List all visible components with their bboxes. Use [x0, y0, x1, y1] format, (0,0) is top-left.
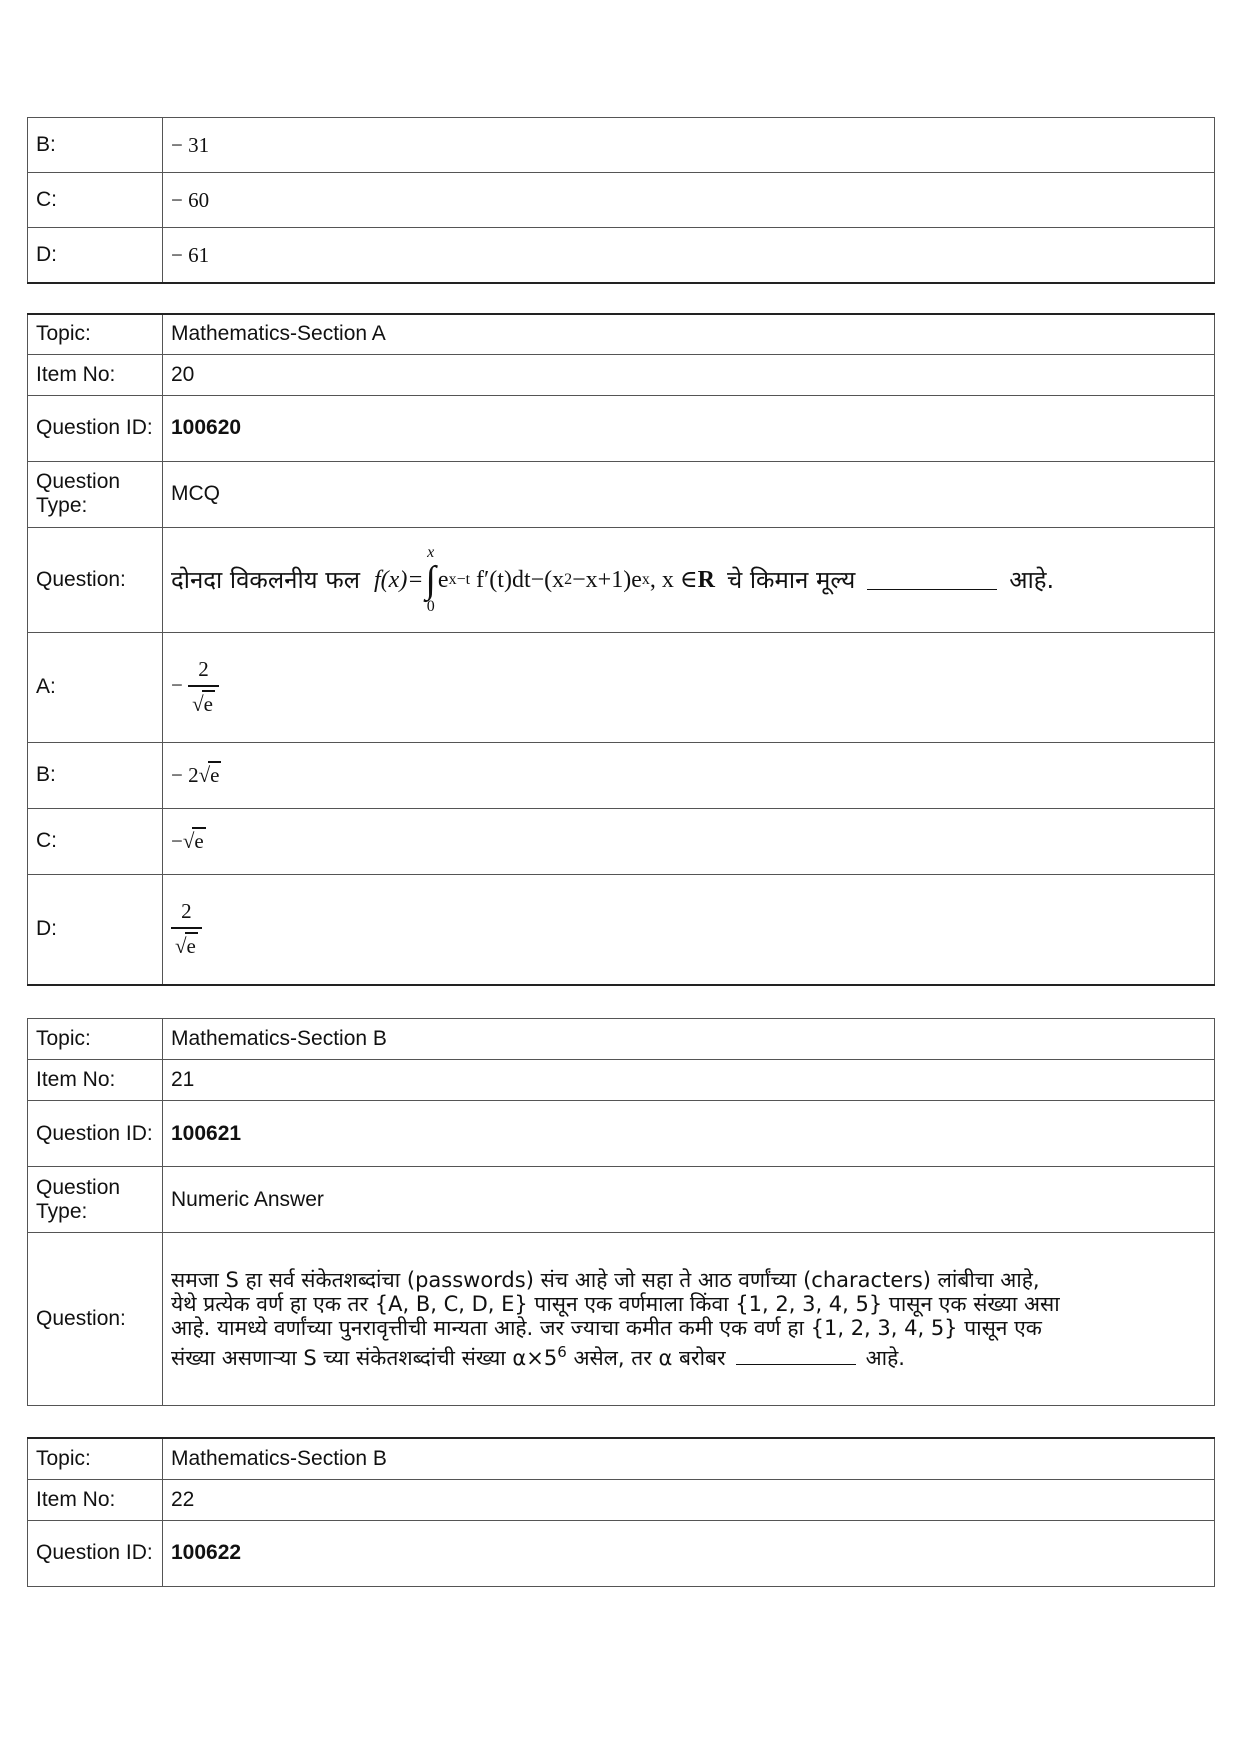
- option-row-c: [28, 173, 1215, 228]
- question-line-part: संख्या असणाऱ्या S च्या संकेतशब्दांची संख्या α×5: [171, 1346, 558, 1370]
- question-row: [28, 527, 1215, 632]
- item-row: [28, 1060, 1215, 1101]
- option-value: [163, 808, 1215, 874]
- answer-blank: [867, 569, 997, 590]
- topic-value: Mathematics-Section B: [163, 1438, 1215, 1479]
- question-id-value: 100621: [163, 1101, 1215, 1167]
- question-text-part: चे किमान मूल्य: [726, 565, 856, 594]
- question-id-row: [28, 1520, 1215, 1586]
- integral-sign: x ∫ 0: [425, 543, 436, 615]
- question-id-label: Question ID:: [28, 395, 163, 461]
- root-symbol: √: [182, 829, 195, 853]
- question-type-label: Question Type:: [28, 461, 163, 527]
- topic-value: Mathematics-Section B: [163, 1019, 1215, 1060]
- option-row-d: [28, 228, 1215, 283]
- fraction: [171, 895, 202, 963]
- option-value: − 61: [163, 228, 1215, 283]
- radicand: e: [210, 763, 220, 787]
- question-line: आहे. यामध्ये वर्णांच्या पुनरावृत्तीची मान्यता आहे. जर ज्याचा कमीत कमी एक वर्ण हा {1, 2, 3, 4, 5} पासून एक: [171, 1316, 1042, 1340]
- question-id-label: Question ID:: [28, 1101, 163, 1167]
- integrand-exponent: x−t: [448, 570, 471, 588]
- integral-upper-limit: x: [427, 543, 435, 561]
- root-symbol: √: [175, 934, 187, 959]
- option-row-d: [28, 874, 1215, 985]
- formula-lhs: f(x)=: [374, 566, 424, 593]
- question-line: येथे प्रत्येक वर्ण हा एक तर {A, B, C, D, E} पासून एक वर्णमाला किंवा {1, 2, 3, 4, 5} पासून एक संख्या असा: [171, 1292, 1060, 1316]
- formula-tail-exponent: x: [641, 570, 650, 588]
- question-type-row: [28, 1167, 1215, 1233]
- previous-question-options: [27, 117, 1215, 284]
- exponent: 6: [557, 1343, 567, 1361]
- option-c-prefix: −: [171, 829, 183, 853]
- item-label: Item No:: [28, 1479, 163, 1520]
- answer-blank: [736, 1346, 856, 1365]
- integral-lower-limit: 0: [426, 597, 435, 615]
- formula-tail: −x+1)e: [572, 566, 642, 593]
- option-b-prefix: − 2: [171, 763, 199, 787]
- formula-middle: f′(t)dt−(x: [476, 566, 565, 593]
- question-text: [163, 1233, 1215, 1406]
- topic-value: Mathematics-Section A: [163, 314, 1215, 354]
- item-row: [28, 354, 1215, 395]
- formula-domain-set: R: [697, 566, 715, 593]
- question-type-label: Question Type:: [28, 1167, 163, 1233]
- question-type-row: [28, 461, 1215, 527]
- question-row: [28, 1233, 1215, 1406]
- question-line: समजा S हा सर्व संकेतशब्दांचा (passwords) संच आहे जो सहा ते आठ वर्णांच्या (characters) लांबीचा आहे,: [171, 1268, 1040, 1292]
- item-value: 21: [163, 1060, 1215, 1101]
- item-label: Item No:: [28, 354, 163, 395]
- question-type-value: Numeric Answer: [163, 1167, 1215, 1233]
- option-row-b: [28, 118, 1215, 173]
- question-id-row: [28, 395, 1215, 461]
- formula-square: 2: [564, 570, 573, 588]
- option-label: D:: [28, 228, 163, 283]
- question-label: Question:: [28, 1233, 163, 1406]
- option-label: B:: [28, 742, 163, 808]
- option-value: − 31: [163, 118, 1215, 173]
- topic-row: [28, 314, 1215, 354]
- item-value: 22: [163, 1479, 1215, 1520]
- question-text-part: आहे.: [1009, 565, 1055, 594]
- question-line-part: असेल, तर α बरोबर: [566, 1346, 726, 1370]
- question-type-value: MCQ: [163, 461, 1215, 527]
- question-block-20: [27, 313, 1215, 986]
- topic-label: Topic:: [28, 314, 163, 354]
- item-value: 20: [163, 354, 1215, 395]
- option-label: A:: [28, 632, 163, 742]
- fraction-numerator: 2: [181, 899, 192, 924]
- question-id-row: [28, 1101, 1215, 1167]
- formula-domain: , x ∈: [649, 566, 698, 593]
- option-value: [163, 874, 1215, 985]
- fraction: [188, 653, 219, 721]
- question-id-value: 100620: [163, 395, 1215, 461]
- question-id-label: Question ID:: [28, 1520, 163, 1586]
- option-label: D:: [28, 874, 163, 985]
- option-label: B:: [28, 118, 163, 173]
- question-text: [163, 527, 1215, 632]
- question-label: Question:: [28, 527, 163, 632]
- item-row: [28, 1479, 1215, 1520]
- radicand: e: [186, 934, 196, 959]
- topic-row: [28, 1019, 1215, 1060]
- item-label: Item No:: [28, 1060, 163, 1101]
- option-row-a: [28, 632, 1215, 742]
- question-text-part: दोनदा विकलनीय फल: [171, 565, 360, 594]
- topic-row: [28, 1438, 1215, 1479]
- option-label: C:: [28, 808, 163, 874]
- integrand-base: e: [437, 566, 449, 593]
- question-block-22: [27, 1437, 1215, 1587]
- option-value: − 60: [163, 173, 1215, 228]
- root-symbol: √: [192, 692, 204, 716]
- question-line: [171, 1340, 1206, 1370]
- option-value: [163, 742, 1215, 808]
- radicand: e: [203, 692, 213, 716]
- question-line-part: आहे.: [865, 1346, 905, 1370]
- option-a-sign: −: [171, 672, 183, 697]
- fraction-numerator: 2: [198, 657, 209, 681]
- topic-label: Topic:: [28, 1438, 163, 1479]
- question-id-value: 100622: [163, 1520, 1215, 1586]
- root-symbol: √: [198, 763, 211, 787]
- option-row-b: [28, 742, 1215, 808]
- option-row-c: [28, 808, 1215, 874]
- option-value: [163, 632, 1215, 742]
- option-label: C:: [28, 173, 163, 228]
- topic-label: Topic:: [28, 1019, 163, 1060]
- radicand: e: [194, 829, 204, 853]
- question-block-21: [27, 1018, 1215, 1406]
